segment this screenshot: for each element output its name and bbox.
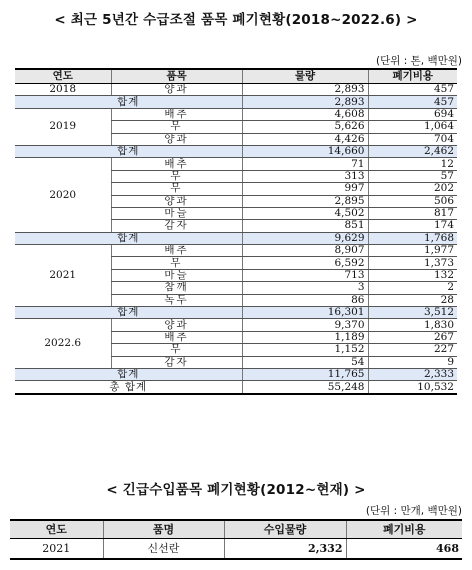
table-row: [10, 539, 462, 560]
subtotal-cost: 2,333: [368, 368, 457, 380]
cost-cell: 202: [368, 183, 457, 195]
subtotal-cost: 1,768: [368, 232, 457, 244]
quantity-cell: 4,502: [242, 207, 368, 219]
item-cell: 배추: [111, 158, 242, 170]
item-cell: 무: [111, 344, 242, 356]
subtotal-row: [15, 96, 457, 108]
grand-total-row: [15, 381, 457, 394]
cost-cell: 506: [368, 195, 457, 207]
subtotal-cost: 3,512: [368, 307, 457, 319]
disposal-unit-note: (단위 : 톤, 백만원): [376, 55, 462, 67]
header-cost: 폐기비용: [368, 69, 457, 84]
quantity-cell: 3: [242, 282, 368, 294]
quantity-cell: 997: [242, 183, 368, 195]
quantity-cell: 851: [242, 220, 368, 232]
cost-cell: 174: [368, 220, 457, 232]
year-cell: 2021: [10, 539, 103, 560]
item-cell: 감자: [111, 356, 242, 368]
quantity-cell: 5,626: [242, 121, 368, 133]
item-cell: 양과: [111, 195, 242, 207]
import-quantity-cell: 2,332: [224, 539, 346, 560]
header-import-quantity: 수입물량: [224, 520, 346, 539]
quantity-cell: 713: [242, 269, 368, 281]
cost-cell: 1,373: [368, 257, 457, 269]
quantity-cell: 1,189: [242, 331, 368, 343]
cost-cell: 468: [346, 539, 462, 560]
item-cell: 마늘: [111, 207, 242, 219]
subtotal-quantity: 16,301: [242, 307, 368, 319]
quantity-cell: 4,426: [242, 133, 368, 145]
emergency-table: [10, 519, 462, 560]
subtotal-row: [15, 368, 457, 380]
quantity-cell: 8,907: [242, 245, 368, 257]
quantity-cell: 86: [242, 294, 368, 306]
emergency-unit-note: (단위 : 만개, 백만원): [365, 505, 462, 517]
header-item: 품목: [111, 69, 242, 84]
item-cell: 무: [111, 121, 242, 133]
quantity-cell: 71: [242, 158, 368, 170]
subtotal-quantity: 9,629: [242, 232, 368, 244]
cost-cell: 457: [368, 84, 457, 96]
item-cell: 감자: [111, 220, 242, 232]
subtotal-label: 합계: [15, 368, 242, 380]
cost-cell: 1,064: [368, 121, 457, 133]
item-cell: 무: [111, 183, 242, 195]
cost-cell: 12: [368, 158, 457, 170]
cost-cell: 694: [368, 108, 457, 120]
quantity-cell: 313: [242, 170, 368, 182]
item-cell: 마늘: [111, 269, 242, 281]
cost-cell: 57: [368, 170, 457, 182]
year-cell: 2022.6: [15, 319, 111, 369]
subtotal-quantity: 2,893: [242, 96, 368, 108]
cost-cell: 132: [368, 269, 457, 281]
item-cell: 녹두: [111, 294, 242, 306]
cost-cell: 9: [368, 356, 457, 368]
header-cost: 폐기비용: [346, 520, 462, 539]
subtotal-row: [15, 145, 457, 157]
quantity-cell: 9,370: [242, 319, 368, 331]
quantity-cell: 4,608: [242, 108, 368, 120]
disposal-header-row: [15, 69, 457, 84]
subtotal-cost: 2,462: [368, 145, 457, 157]
quantity-cell: 1,152: [242, 344, 368, 356]
cost-cell: 1,830: [368, 319, 457, 331]
quantity-cell: 6,592: [242, 257, 368, 269]
header-year: 연도: [10, 520, 103, 539]
item-cell: 무: [111, 257, 242, 269]
year-cell: 2020: [15, 158, 111, 232]
emergency-table-title: < 긴급수입품목 폐기현황(2012~현재) >: [106, 482, 366, 498]
cost-cell: 267: [368, 331, 457, 343]
year-cell: 2021: [15, 245, 111, 307]
quantity-cell: 2,893: [242, 84, 368, 96]
item-cell: 무: [111, 170, 242, 182]
cost-cell: 1,977: [368, 245, 457, 257]
item-cell: 배추: [111, 108, 242, 120]
table-row: [15, 108, 457, 120]
item-cell: 양과: [111, 319, 242, 331]
subtotal-label: 합계: [15, 145, 242, 157]
cost-cell: 28: [368, 294, 457, 306]
subtotal-row: [15, 232, 457, 244]
disposal-table: [15, 68, 457, 395]
item-cell: 배추: [111, 331, 242, 343]
disposal-table-body: [15, 84, 457, 394]
header-year: 연도: [15, 69, 111, 84]
emergency-header-row: [10, 520, 462, 539]
product-cell: 신선란: [103, 539, 224, 560]
grand-total-cost: 10,532: [368, 381, 457, 394]
table-row: [15, 319, 457, 331]
cost-cell: 704: [368, 133, 457, 145]
subtotal-label: 합계: [15, 307, 242, 319]
grand-total-label: 총 합계: [15, 381, 242, 394]
subtotal-quantity: 11,765: [242, 368, 368, 380]
table-row: [15, 158, 457, 170]
subtotal-cost: 457: [368, 96, 457, 108]
disposal-table-title: < 최근 5년간 수급조절 품목 폐기현황(2018~2022.6) >: [54, 12, 418, 28]
subtotal-label: 합계: [15, 232, 242, 244]
table-row: [15, 84, 457, 96]
grand-total-quantity: 55,248: [242, 381, 368, 394]
header-product: 품명: [103, 520, 224, 539]
item-cell: 배추: [111, 245, 242, 257]
table-row: [15, 245, 457, 257]
quantity-cell: 2,895: [242, 195, 368, 207]
item-cell: 양과: [111, 84, 242, 96]
cost-cell: 2: [368, 282, 457, 294]
item-cell: 참깨: [111, 282, 242, 294]
year-cell: 2018: [15, 84, 111, 96]
cost-cell: 817: [368, 207, 457, 219]
subtotal-label: 합계: [15, 96, 242, 108]
year-cell: 2019: [15, 108, 111, 145]
cost-cell: 227: [368, 344, 457, 356]
emergency-table-body: [10, 539, 462, 560]
subtotal-quantity: 14,660: [242, 145, 368, 157]
subtotal-row: [15, 307, 457, 319]
quantity-cell: 54: [242, 356, 368, 368]
header-quantity: 물량: [242, 69, 368, 84]
item-cell: 양과: [111, 133, 242, 145]
